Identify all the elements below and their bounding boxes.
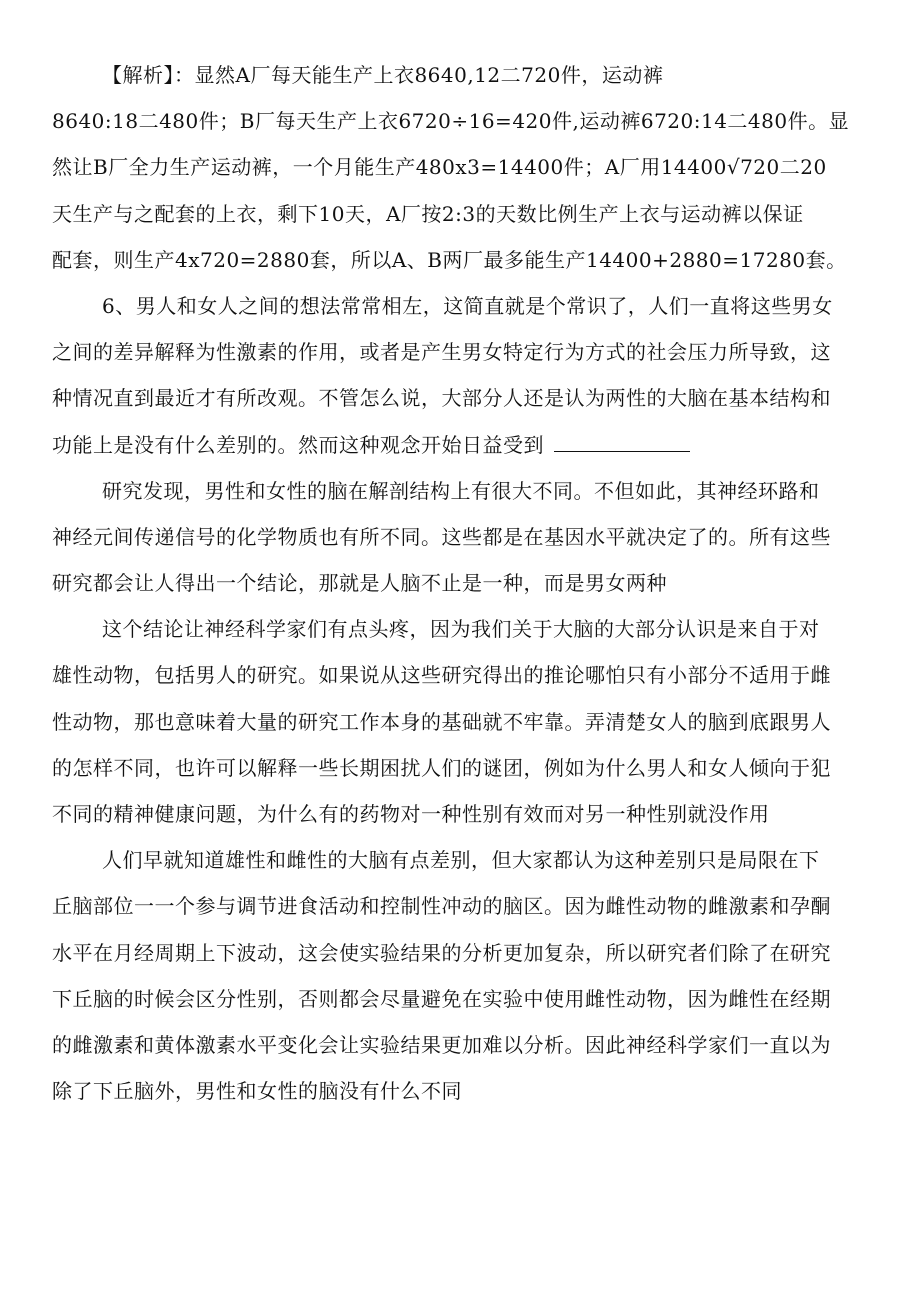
document-page [52, 52, 870, 1114]
answer-blank [554, 425, 690, 452]
text-line: 这个结论让神经科学家们有点头疼，因为我们关于大脑的大部分认识是来自于对 [102, 617, 820, 642]
body-paragraph [52, 468, 870, 607]
text-line: 8640:18二480件；B厂每天生产上衣6720÷16=420件,运动裤6720:14二480件。显 [52, 109, 850, 134]
text-line: 6、男人和女人之间的想法常常相左，这简直就是个常识了，人们一直将这些男女 [102, 293, 833, 318]
text-line: 天生产与之配套的上衣，剩下10天，A厂按2:3的天数比例生产上衣与运动裤以保证 [52, 201, 804, 226]
text-line: 【解析】：显然A厂每天能生产上衣8640,12二720件，运动裤 [102, 63, 664, 87]
text-line: 人们早就知道雄性和雌性的大脑有点差别，但大家都认为这种差别只是局限在下 [102, 848, 820, 873]
text-line: 然让B厂全力生产运动裤，一个月能生产480x3=14400件；A厂用14400√720二20 [52, 155, 827, 180]
text-line: 配套，则生产4x720=2880套，所以A、B两厂最多能生产14400+2880=17280套。 [52, 247, 847, 272]
text-line: 的雌激素和黄体激素水平变化会让实验结果更加难以分析。因此神经科学家们一直以为 [52, 1032, 831, 1057]
body-paragraph [52, 837, 870, 1114]
text-line: 丘脑部位一一个参与调节进食活动和控制性冲动的脑区。因为雌性动物的雌激素和孕酮 [52, 894, 831, 919]
text-line: 雄性动物，包括男人的研究。如果说从这些研究得出的推论哪怕只有小部分不适用于雌 [52, 663, 831, 688]
text-line: 的怎样不同，也许可以解释一些长期困扰人们的谜团，例如为什么男人和女人倾向于犯 [52, 755, 831, 780]
text-line: 种情况直到最近才有所改观。不管怎么说，大部分人还是认为两性的大脑在基本结构和 [52, 386, 831, 411]
text-line: 研究发现，男性和女性的脑在解剖结构上有很大不同。不但如此，其神经环路和 [102, 478, 820, 503]
analysis-paragraph [52, 52, 870, 283]
text-line: 下丘脑的时候会区分性别，否则都会尽量避免在实验中使用雌性动物，因为雌性在经期 [52, 986, 831, 1011]
question-paragraph [52, 283, 870, 468]
text-line: 除了下丘脑外，男性和女性的脑没有什么不同 [52, 1079, 462, 1104]
text-line: 研究都会让人得出一个结论，那就是人脑不止是一种，而是男女两种 [52, 571, 667, 596]
body-paragraph [52, 606, 870, 837]
text-line: 不同的精神健康问题，为什么有的药物对一种性别有效而对另一种性别就没作用 [52, 802, 770, 826]
text-line: 水平在月经周期上下波动，这会使实验结果的分析更加复杂，所以研究者们除了在研究 [52, 940, 831, 965]
text-line: 功能上是没有什么差别的。然而这种观念开始日益受到 [52, 432, 544, 457]
text-line: 神经元间传递信号的化学物质也有所不同。这些都是在基因水平就决定了的。所有这些 [52, 524, 831, 549]
text-line: 性动物，那也意味着大量的研究工作本身的基础就不牢靠。弄清楚女人的脑到底跟男人 [52, 709, 831, 734]
text-line-with-blank [52, 422, 870, 468]
text-line: 之间的差异解释为性激素的作用，或者是产生男女特定行为方式的社会压力所导致，这 [52, 340, 831, 365]
